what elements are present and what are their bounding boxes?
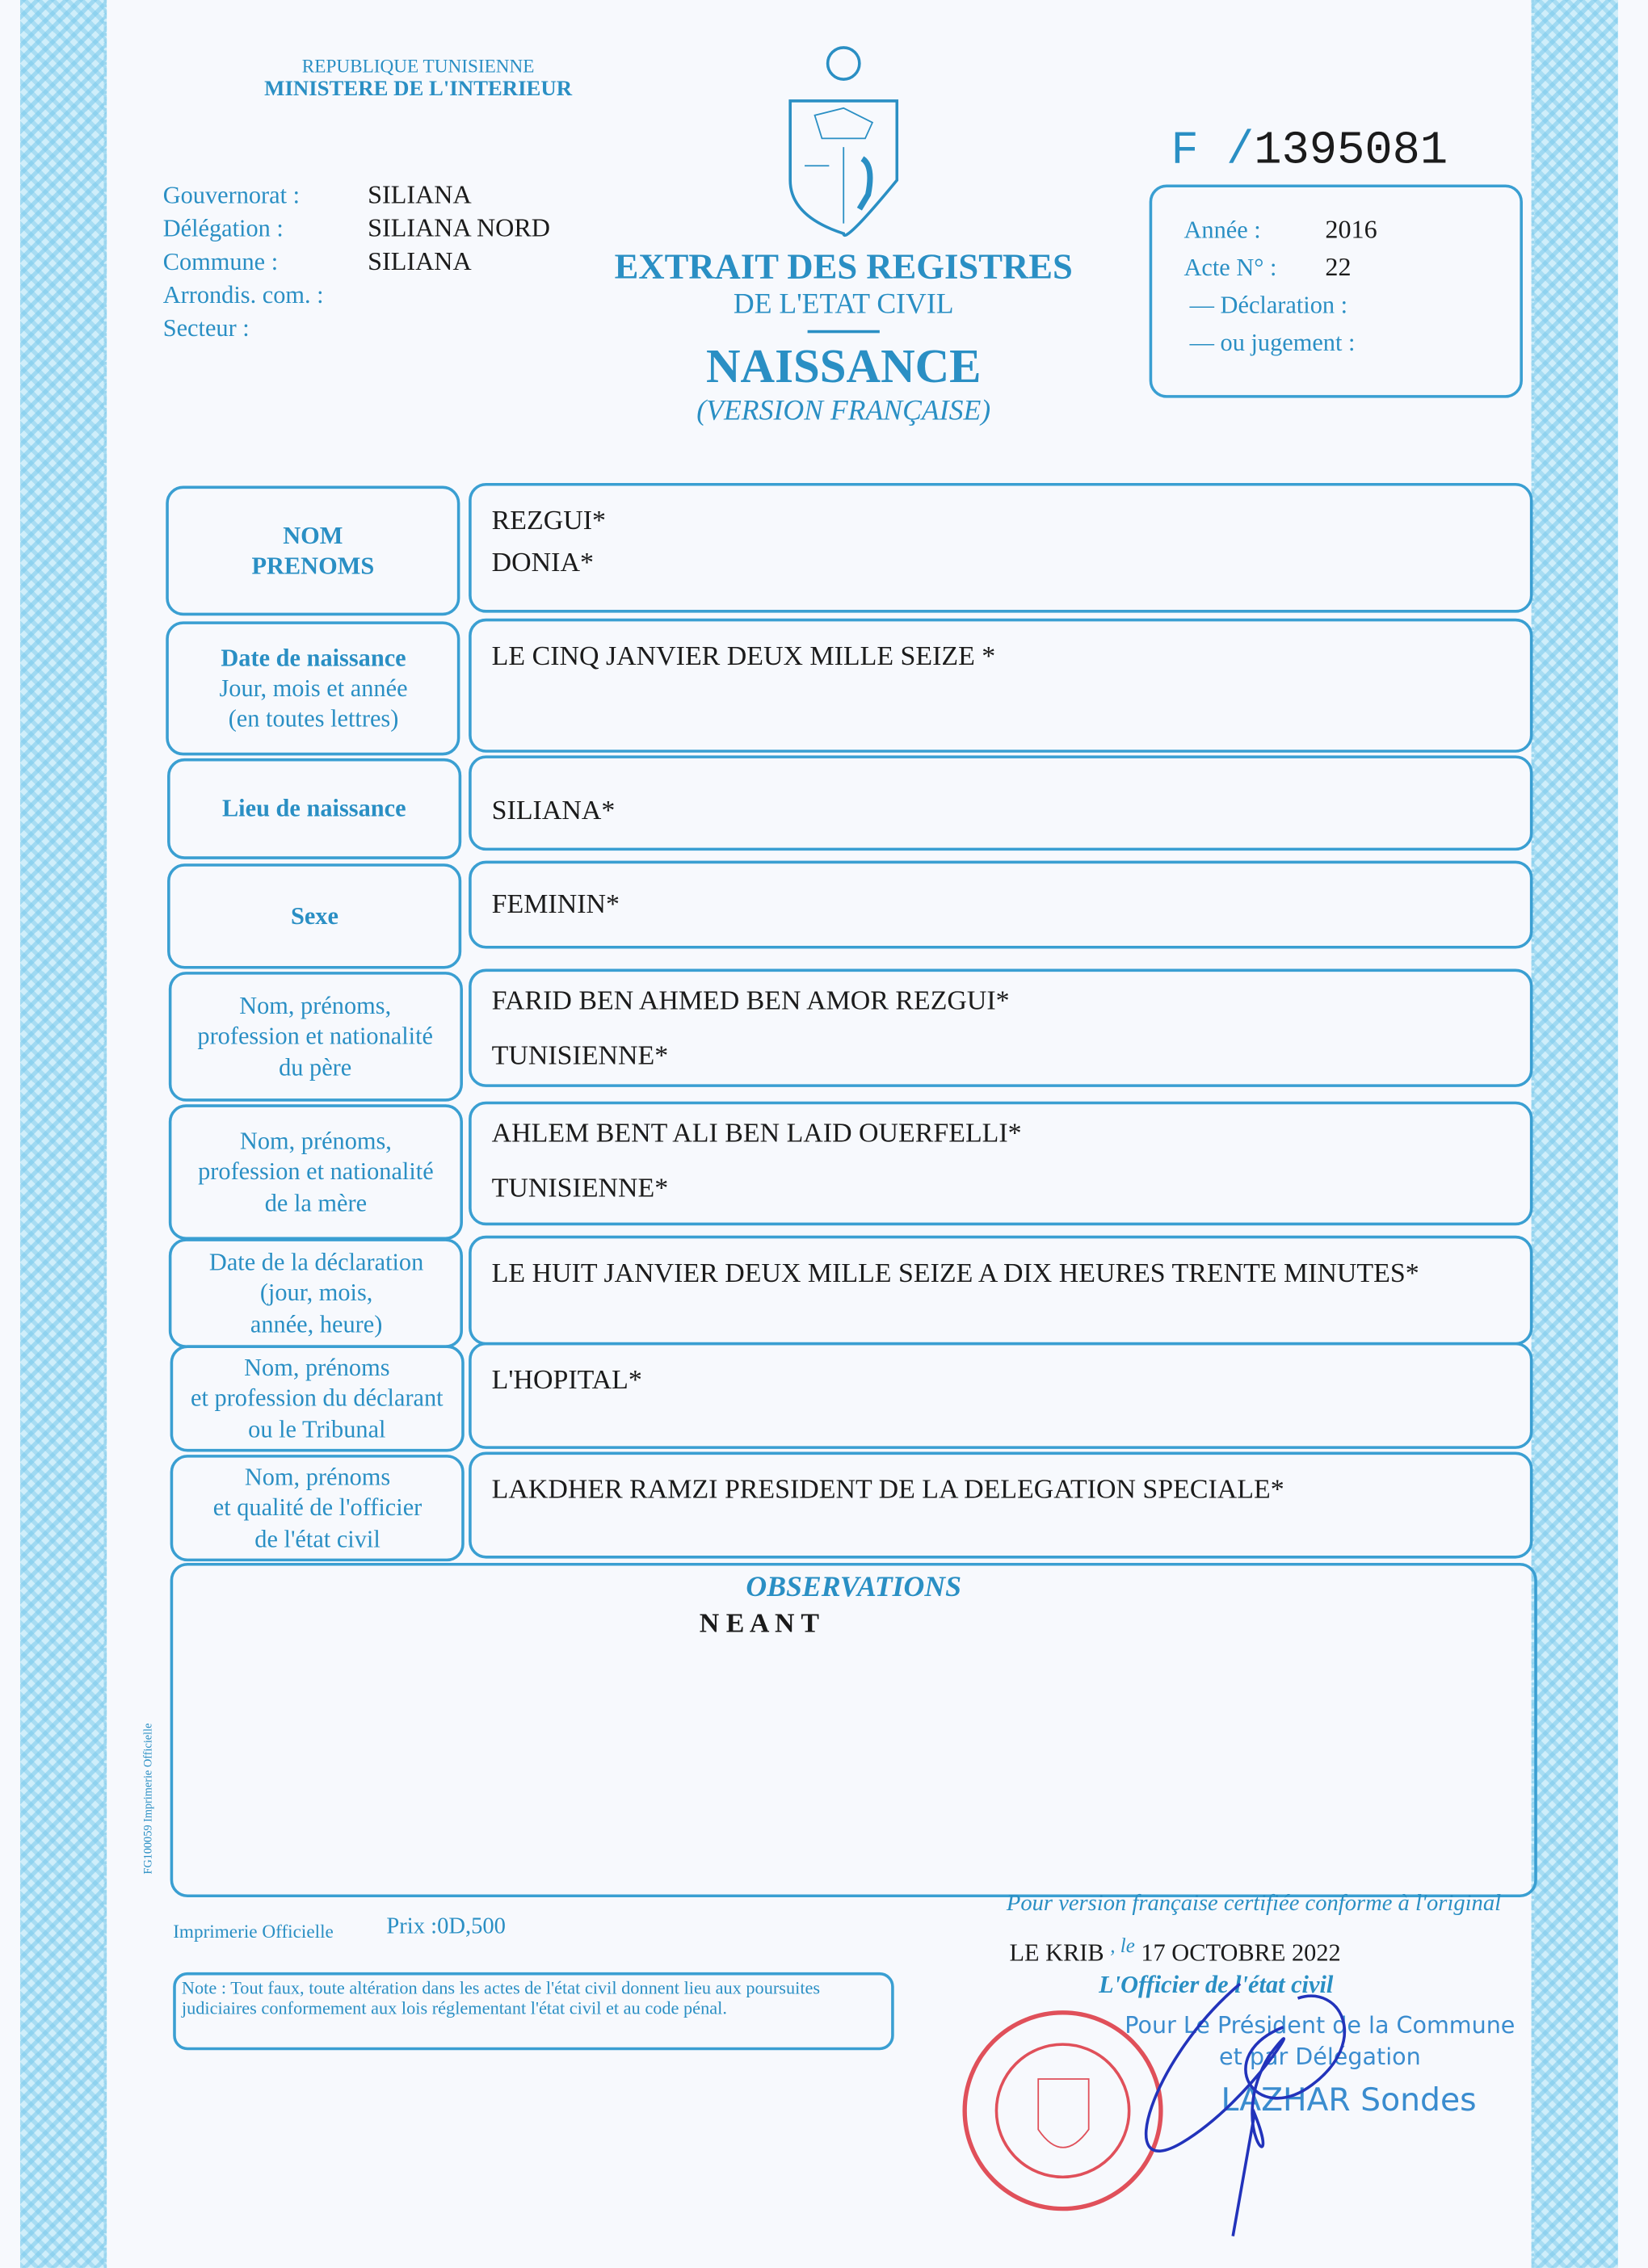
location-fields (163, 178, 595, 344)
row-label-line: (jour, mois, (259, 1279, 373, 1307)
row-label (170, 1238, 464, 1348)
ministry-label: MINISTERE DE L'INTERIEUR (264, 78, 573, 101)
left-decorative-border (20, 0, 107, 2268)
location-field (163, 245, 595, 278)
row-value-line: SILIANA* (491, 796, 616, 826)
row-value-line: REZGUI* (491, 506, 606, 537)
row-label-line: PRENOMS (251, 552, 375, 580)
row-label (169, 1104, 463, 1240)
right-decorative-border (1532, 0, 1618, 2268)
row-value (469, 755, 1532, 850)
annee-value: 2016 (1325, 214, 1377, 244)
location-field (163, 178, 595, 212)
issuer-block (245, 55, 591, 103)
row-value (469, 619, 1532, 753)
certification-text: Pour version française certifiée conforme à l'original (1006, 1891, 1502, 1917)
row-value (469, 1102, 1532, 1226)
location-field-label: Secteur : (162, 314, 250, 342)
row-value (469, 861, 1532, 949)
stamp-line-2: et par Délégation (1218, 2043, 1421, 2071)
row-label-line: NOM (283, 521, 343, 549)
row-label (167, 758, 461, 859)
row-label-line: du père (279, 1053, 352, 1082)
row-value-line: FARID BEN AHMED BEN AMOR REZGUI* (491, 985, 1010, 1017)
location-field-label: Commune : (162, 248, 279, 275)
acte-label: Acte N° : (1183, 254, 1277, 282)
jugement-label: — ou jugement : (1189, 328, 1356, 356)
row-label-line: Date de la déclaration (208, 1249, 424, 1276)
row-value-line: FEMININ* (491, 889, 620, 920)
stamp-name: LAZHAR Sondes (1221, 2083, 1477, 2119)
row-label-line: (en toutes lettres) (228, 705, 399, 733)
row-label (166, 621, 460, 755)
row-label-line: de l'état civil (254, 1524, 380, 1552)
row-label-line: Nom, prénoms (244, 1463, 391, 1491)
serial-prefix: F / (1171, 124, 1255, 178)
row-label-line: ou le Tribunal (248, 1415, 386, 1443)
row-label (166, 486, 460, 616)
row-value (469, 1342, 1532, 1449)
row-label-line: profession et nationalité (198, 1158, 434, 1186)
handwritten-signature (1096, 1969, 1385, 2243)
row-value (469, 1236, 1532, 1346)
row-value (469, 483, 1532, 613)
location-field-label: Arrondis. com. : (162, 281, 324, 309)
annee-label: Année : (1183, 216, 1261, 244)
row-value-line: TUNISIENNE* (491, 1040, 669, 1072)
le-label: , le (1110, 1936, 1135, 1959)
side-print-reference: FG100059 Imprimerie Officielle (141, 1723, 154, 1875)
issue-place: LE KRIB (1009, 1938, 1104, 1967)
row-label-line: Nom, prénoms (244, 1354, 390, 1382)
coat-of-arms-emblem (779, 44, 909, 238)
legal-note: Note : Tout faux, toute altération dans les actes de l'état civil donnent lieu aux poursuites judiciaires conformement aux lois réglementant l'état civil et au code pénal. (173, 1972, 893, 2050)
location-field-value: SILIANA NORD (368, 213, 551, 242)
row-label-line: Date de naissance (221, 644, 406, 672)
officer-title: L'Officier de l'état civil (1099, 1971, 1334, 1999)
printer-label: Imprimerie Officielle (173, 1920, 334, 1942)
serial-value: 1395081 (1254, 124, 1448, 178)
row-label-line: et qualité de l'officier (212, 1493, 423, 1522)
title-version: (VERSION FRANÇAISE) (696, 395, 991, 427)
row-label-line: année, heure) (250, 1309, 383, 1338)
location-field-value: SILIANA (368, 180, 472, 209)
row-label (167, 863, 461, 968)
row-label-line: Jour, mois et année (219, 674, 408, 703)
row-label (170, 1345, 464, 1451)
observations-title: OBSERVATIONS (746, 1571, 961, 1603)
location-field-label: Délégation : (162, 214, 284, 242)
registration-box (1150, 184, 1523, 397)
issue-date: 17 OCTOBRE 2022 (1141, 1938, 1341, 1967)
row-label-line: Lieu de naissance (221, 795, 406, 823)
title-divider (808, 330, 880, 334)
document-title-block (591, 248, 1096, 428)
stamp-line-1: Pour Le Président de la Commune (1125, 2011, 1516, 2039)
location-field (163, 279, 595, 312)
row-value-line: TUNISIENNE* (491, 1173, 669, 1204)
row-value (469, 969, 1532, 1087)
row-label-line: Sexe (290, 902, 338, 930)
title-etat-civil: DE L'ETAT CIVIL (733, 288, 954, 321)
issue-place-date (1010, 1932, 1341, 1969)
row-label-line: de la mère (264, 1188, 368, 1216)
observations-box (170, 1563, 1537, 1897)
row-label-line: profession et nationalité (197, 1023, 433, 1051)
location-field (163, 212, 595, 245)
row-value-line: L'HOPITAL* (491, 1365, 642, 1396)
title-naissance: NAISSANCE (706, 342, 982, 394)
declaration-label: — Déclaration : (1189, 291, 1348, 319)
acte-value: 22 (1325, 252, 1352, 282)
observations-value: N E A N T (699, 1609, 820, 1640)
row-label-line: Nom, prénoms, (239, 992, 392, 1020)
serial-number (1171, 124, 1448, 178)
row-value-line: LE HUIT JANVIER DEUX MILLE SEIZE A DIX HEURES TRENTE MINUTES* (491, 1258, 1419, 1289)
row-label (168, 972, 462, 1102)
row-label (170, 1455, 465, 1561)
location-field-label: Gouvernorat : (162, 181, 301, 209)
row-value-line: AHLEM BENT ALI BEN LAID OUERFELLI* (491, 1119, 1022, 1149)
row-value-line: LAKDHER RAMZI PRESIDENT DE LA DELEGATION SPECIALE* (491, 1475, 1284, 1506)
republic-label: REPUBLIQUE TUNISIENNE (301, 54, 535, 77)
row-value (469, 1451, 1532, 1558)
location-field-value: SILIANA (368, 246, 472, 275)
row-value-line: LE CINQ JANVIER DEUX MILLE SEIZE * (491, 641, 996, 672)
row-value-line: DONIA* (491, 548, 594, 579)
price-label: Prix :0D,500 (386, 1914, 506, 1939)
location-field (163, 312, 595, 345)
title-extrait: EXTRAIT DES REGISTRES (614, 248, 1073, 288)
row-label-line: Nom, prénoms, (239, 1128, 392, 1156)
row-label-line: et profession du déclarant (191, 1384, 444, 1413)
